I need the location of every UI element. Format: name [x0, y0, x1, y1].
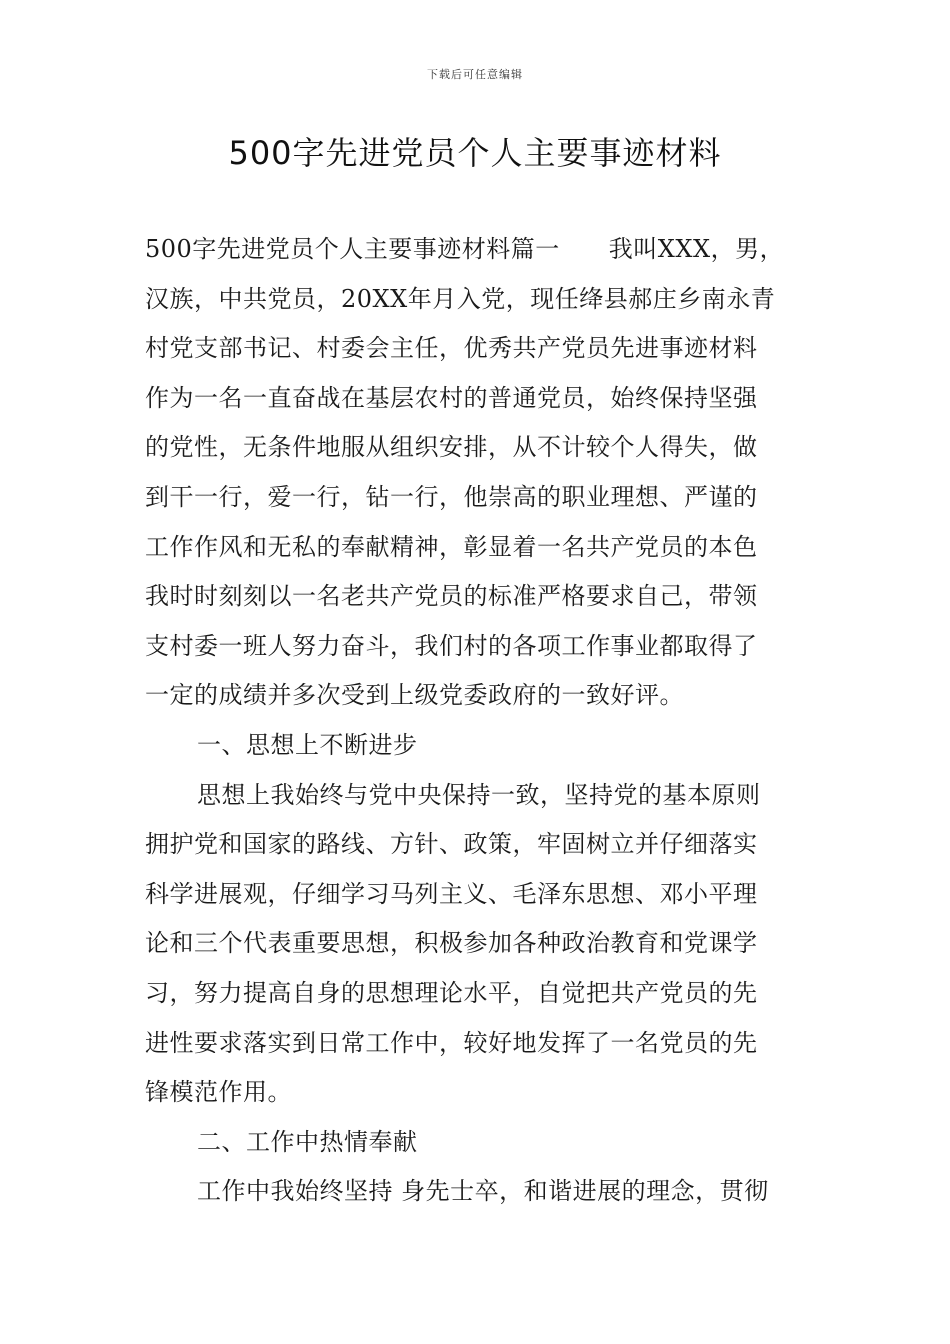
body-line: 500字先进党员个人主要事迹材料篇一 我叫XXX，男， [145, 235, 785, 263]
body-line: 的党性，无条件地服从组织安排，从不计较个人得失，做 [145, 433, 758, 462]
body-line: 锋模范作用。 [145, 1078, 292, 1107]
body-line: 科学进展观，仔细学习马列主义、毛泽东思想、邓小平理 [145, 879, 758, 908]
body-line: 我时时刻刻以一名老共产党员的标准严格要求自己，带领 [145, 582, 758, 611]
body-line: 工作作风和无私的奉献精神，彰显着一名共产党员的本色 [145, 532, 758, 561]
document-title: 500字先进党员个人主要事迹材料 [228, 134, 722, 172]
body-line: 汉族，中共党员，20XX年月入党，现任绛县郝庄乡南永青 [145, 284, 776, 313]
body-line: 村党支部书记、村委会主任，优秀共产党员先进事迹材料 [145, 334, 758, 363]
body-line: 工作中我始终坚持 身先士卒，和谐进展的理念，贯彻 [197, 1177, 769, 1206]
body-line: 习，努力提高自身的思想理论水平，自觉把共产党员的先 [145, 978, 758, 1007]
header-note: 下载后可任意编辑 [427, 68, 523, 81]
body-line: 思想上我始终与党中央保持一致，坚持党的基本原则 [197, 780, 761, 809]
body-line: 一、思想上不断进步 [197, 730, 418, 759]
document-body [145, 225, 810, 1217]
body-line: 到干一行，爱一行，钻一行，他崇高的职业理想、严谨的 [145, 482, 758, 511]
body-line: 支村委一班人努力奋斗，我们村的各项工作事业都取得了 [145, 631, 758, 660]
body-line: 二、工作中热情奉献 [197, 1127, 418, 1156]
body-line: 进性要求落实到日常工作中，较好地发挥了一名党员的先 [145, 1028, 758, 1057]
body-line: 论和三个代表重要思想，积极参加各种政治教育和党课学 [145, 929, 758, 958]
body-line: 拥护党和国家的路线、方针、政策，牢固树立并仔细落实 [145, 830, 758, 859]
body-line: 作为一名一直奋战在基层农村的普通党员，始终保持坚强 [145, 383, 758, 412]
body-line: 一定的成绩并多次受到上级党委政府的一致好评。 [145, 681, 684, 710]
